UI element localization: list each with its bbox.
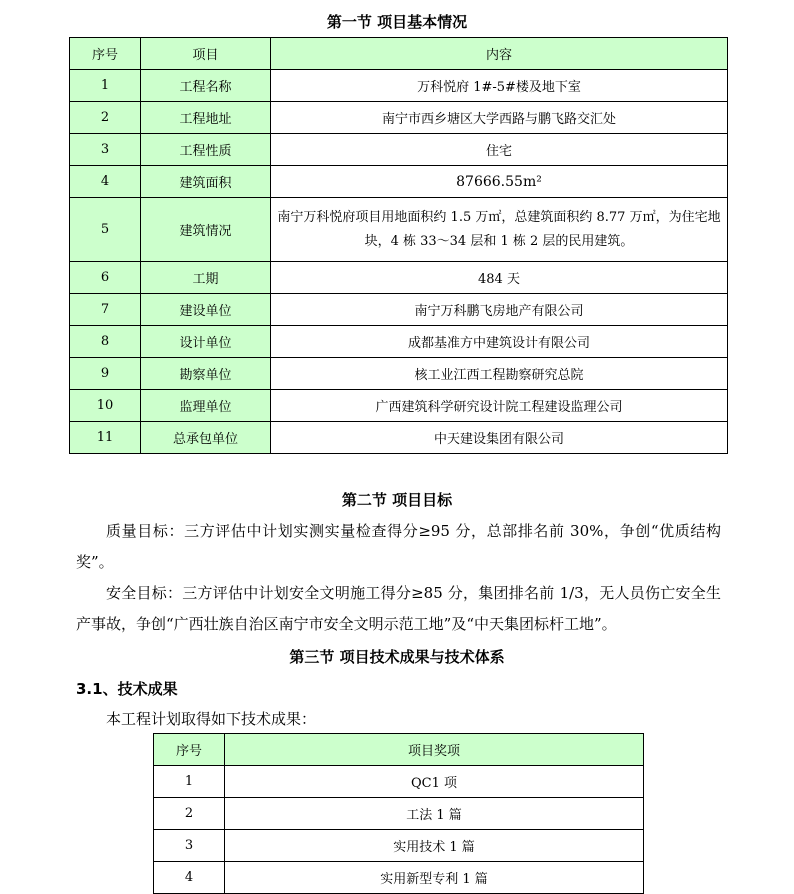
section2-title: 第二节 项目目标 [341,491,453,509]
table-row [154,862,644,894]
row-index: 1 [70,70,141,102]
quality-target-paragraph: 质量目标：三方评估中计划实测实量检查得分≥95 分，总部排名前 30%，争创“优质结构奖”。 [76,522,721,571]
section1-title: 第一节 项目基本情况 [326,13,468,31]
row-award: 实用技术 1 篇 [225,830,644,862]
row-index: 10 [70,390,141,422]
header-cell: 序号 [154,734,225,766]
row-content: 南宁市西乡塘区大学西路与鹏飞路交汇处 [271,102,728,134]
header-cell: 项目奖项 [225,734,644,766]
row-content: 南宁万科鹏飞房地产有限公司 [271,294,728,326]
row-index: 2 [154,798,225,830]
row-index: 8 [70,326,141,358]
row-index: 1 [154,766,225,798]
row-item: 勘察单位 [141,358,271,390]
row-item: 工程地址 [141,102,271,134]
table-row [70,166,728,198]
row-content: 南宁万科悦府项目用地面积约 1.5 万㎡，总建筑面积约 8.77 万㎡，为住宅地块，4 栋 33～34 层和 1 栋 2 层的民用建筑。 [271,198,728,262]
table-row [154,798,644,830]
section3-title: 第三节 项目技术成果与技术体系 [289,648,505,666]
tech-results-heading: 3.1、技术成果 [76,680,178,698]
row-award: 实用新型专利 1 篇 [225,862,644,894]
row-index: 4 [154,862,225,894]
row-index: 4 [70,166,141,198]
row-content: 万科悦府 1#-5#楼及地下室 [271,70,728,102]
row-award: 工法 1 篇 [225,798,644,830]
row-item: 工期 [141,262,271,294]
row-content: 484 天 [271,262,728,294]
table-row [70,198,728,262]
table-row [70,358,728,390]
table-row [70,326,728,358]
row-index: 6 [70,262,141,294]
row-content: 核工业江西工程勘察研究总院 [271,358,728,390]
row-index: 7 [70,294,141,326]
table-row [70,422,728,454]
table-header-row [154,734,644,766]
row-item: 建筑面积 [141,166,271,198]
row-item: 工程性质 [141,134,271,166]
table-row [70,262,728,294]
table-row [70,70,728,102]
row-item: 设计单位 [141,326,271,358]
row-index: 3 [154,830,225,862]
safety-target-paragraph: 安全目标：三方评估中计划安全文明施工得分≥85 分，集团排名前 1/3，无人员伤亡安全生产事故，争创“广西壮族自治区南宁市安全文明示范工地”及“中天集团标杆工地”。 [76,584,721,633]
table-row [70,134,728,166]
row-content: 住宅 [271,134,728,166]
row-content: 广西建筑科学研究设计院工程建设监理公司 [271,390,728,422]
row-index: 5 [70,198,141,262]
table-header-row [70,38,728,70]
row-item: 监理单位 [141,390,271,422]
row-item: 工程名称 [141,70,271,102]
row-item: 建筑情况 [141,198,271,262]
row-item: 总承包单位 [141,422,271,454]
row-award: QC1 项 [225,766,644,798]
table-row [70,102,728,134]
table-row [154,830,644,862]
tech-results-intro: 本工程计划取得如下技术成果： [106,710,317,728]
row-index: 3 [70,134,141,166]
project-info-table [69,37,728,454]
row-index: 2 [70,102,141,134]
header-cell: 序号 [70,38,141,70]
row-index: 9 [70,358,141,390]
table-row [70,294,728,326]
header-cell: 项目 [141,38,271,70]
row-content: 87666.55m² [271,166,728,198]
row-content: 成都基准方中建筑设计有限公司 [271,326,728,358]
row-item: 建设单位 [141,294,271,326]
row-index: 11 [70,422,141,454]
row-content: 中天建设集团有限公司 [271,422,728,454]
table-row [70,390,728,422]
table-row [154,766,644,798]
tech-results-table [153,733,644,894]
header-cell: 内容 [271,38,728,70]
